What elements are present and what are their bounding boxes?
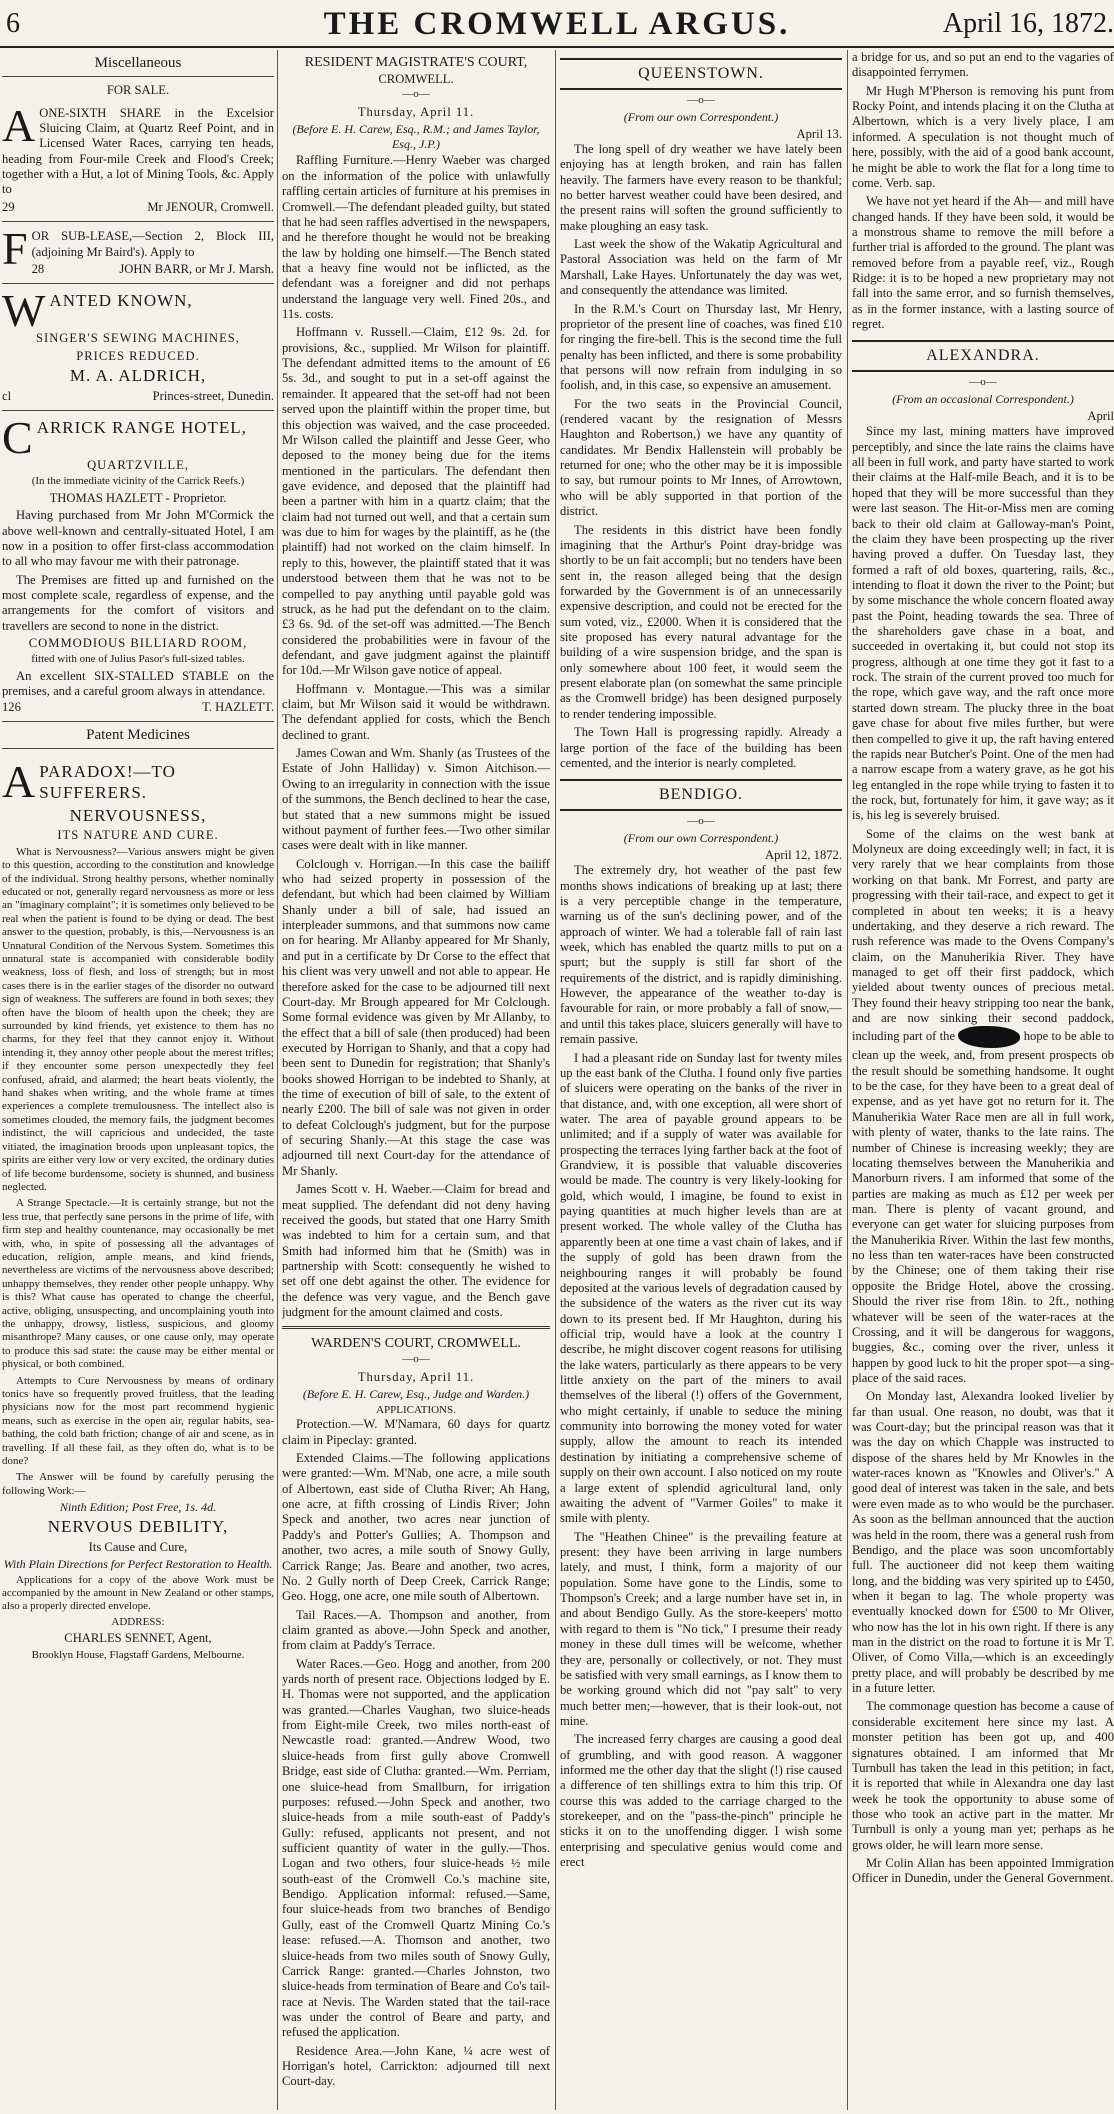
ad-line: fitted with one of Julius Pasor's full-sized tables.	[31, 653, 245, 666]
dash-divider: —o—	[402, 88, 430, 101]
ad-paragraph: Having purchased from Mr John M'Cormick the above well-known and centrally-situated Hotel, I am now in a position to offer first-class accommodation to all who may favour me with their patronage.	[2, 508, 274, 569]
ad-number: 126	[2, 699, 21, 714]
newspaper-title: THE CROMWELL ARGUS.	[323, 6, 791, 42]
article-paragraph: Mr Hugh M'Pherson is removing his punt from Rocky Point, and intends placing it on the Clutha at Albertown, which is a very lively place, I am informed. A speculation is not thought much of here, possibly, with the aid of a good bank account, he might be able to work the flat for a long time to come. Verb. sap.	[852, 83, 1114, 190]
ad-carrick-range-hotel	[2, 411, 274, 722]
article-paragraph: Hoffmann v. Russell.—Claim, £12 9s. 2d. for provisions, &c., supplied. Mr Wilson for plaintiff. The defendant admitted items to the amount of £6 5s. 3d., and sought to put in a set-off against the remainder. It appeared that the set-off had not been served upon the plaintiff within the proper time, but this objection was waived, and the case proceeded. Mr Wilson called the plaintiff and Jesse Geer, who deposed to the money being due for the items mentioned in the particulars. The defendant then gave evidence, and deposed that the plaintiff had been a partner with him in a quartz claim; that the claim had not turned out well, and that a certain sum was due to him for wages by the plaintiff, as he (the plaintiff) had not worked on the claim himself. In reply to this, however, the plaintiff stated that it was understood between them that he was not to be compelled to pay anything until payable gold was struck, as he had put the defendant on to the claim. £3 6s. 9d. of the set-off was admitted.—The Bench considered the probabilities were in favour of the defendant, and gave judgment against the plaintiff for 10d.—Mr Wilson gave notice of appeal.	[282, 325, 550, 678]
ad-title: PARADOX!—TO SUFFERERS.	[39, 762, 176, 802]
ad-address: Princes-street, Dunedin.	[152, 388, 274, 403]
column-rule	[277, 50, 278, 2110]
article-paragraph: The extremely dry, hot weather of the past few months shows indications of breaking up at last; there is a very perceptible change in the temperature, warning us of the sun's declining power, and of the approach of winter. We had a tolerable fall of rain last week, which has enabled the quartz mills to put on a spurt; but the supply is still far short of the requirements of the district, and is rapidly diminishing. However, the appearance of the weather to-day is favourable for rain, or more probably a fall of snow,—and until this takes place, sluicers generally will have to remain passive.	[560, 863, 842, 1047]
ad-text: ONE-SIXTH SHARE in the Excelsior Sluicing Claim, at Quartz Reef Point, and in Licensed Water Races, carrying ten heads, heading from Four-mile Creek and Flood's Creek; together with a Hut, a lot of Mining Tools, &c. Apply to	[2, 105, 274, 197]
text-run: the result should be something handsome. It ought to be the case, for they have been to a great deal of expense, and as yet have got no return for it. The Manuherikia Water Race men are all in full work, with plenty of water, thanks to the late rains. The number of Chinese is increasing weekly; they are locating themselves between the Manuherikia and Manorburn rivers. I am informed that some of the parties are making as much as £12 per week per man. There is plenty of vacant ground, and everyone can get water for sluicing purposes from the Manuherikia River. Within the last few months, no less than ten water-races have been constructed by the Chinese; one of them taking their rise opposite the Bridge Hotel, above the crossing. Should the river rise from 18in. to 2ft., nothing whatever will be seen of the water-races at the Crossing, and it will be dangerous for waggons, buggies, &c., coming over the river, unless it happen by good luck to hit the proper spot—a sing-place of the said races.	[852, 1063, 1114, 1385]
article-byline: (Before E. H. Carew, Esq., Judge and Warden.)	[302, 1387, 530, 1402]
article-paragraph: Colclough v. Horrigan.—In this case the bailiff who had seized property in possession of the defendant, but which had been claimed by William Shanly under a bill of sale, had issued an interpleader summons, and that summons now came on for hearing. Mr Allanby appeared for Mr Shanly, and put in a certificate by Dr Corse to the effect that his client was very unwell and not able to appear. He therefore asked for the case to be adjourned till next Court-day. Mr Brough appeared for Mr Colclough. Some formal evidence was given by Mr Allanby, to the effect that a bill of sale (then produced) had been executed by Horrigan to Shanly, and that a copy had been sent to Dunedin for registration; that Shanly's books showed Horrigan to be indebted to Shanly, at the time of execution of bill of sale, to the extent of nearly £200. The bill of sale was not given in order to defeat Colclough's judgment, but for the purpose of securing Shanly.—At this stage the case was adjourned till next Court-day for the attendance of Mr Shanly.	[282, 856, 550, 1178]
article-paragraph: Extended Claims.—The following applications were granted:—Wm. M'Nab, one acre, a mile south of Albertown, east side of Clutha River; Ah Hang, one acre, at fifth crossing of Lindis River; John Speck and another, two acres near junction of Paddy's and Potter's Gullies; A. Thompson and another, two acres, a mile south of Snowy Gully, Carrick Range; Jas. Beare and another, two acres, No. 2 Gully north of Deep Creek, Carrick Range; Geo. Hogg, one acre, one mile south of Albertown.	[282, 1451, 550, 1604]
ad-line: Its Cause and Cure,	[88, 1539, 188, 1554]
drop-cap: F	[2, 223, 28, 275]
article-paragraph: For the two seats in the Provincial Council, (rendered vacant by the resignation of Messrs Haughton and Robertson,) we have any quantity of candidates. Mr Bendix Hallenstein will probably be returned for one; who the other may be it is impossible to say, but rumour points to Mr Innes, of Arrowtown, who will be ably supported in that portion of the district.	[560, 396, 842, 519]
section-heading-patent-medicines: Patent Medicines	[2, 722, 274, 749]
subheading: APPLICATIONS.	[376, 1403, 456, 1416]
ad-line: SINGER'S SEWING MACHINES,	[36, 331, 240, 346]
article-paragraph: Protection.—W. M'Namara, 60 days for quartz claim in Pipeclay: granted.	[282, 1417, 550, 1447]
ad-sluicing-claim	[2, 99, 274, 223]
column-correspondence-continued	[852, 50, 1114, 2110]
ad-line: (In the immediate vicinity of the Carrick Reefs.)	[31, 475, 245, 488]
ad-sewing-machines	[2, 284, 274, 411]
ad-line: COMMODIOUS BILLIARD ROOM,	[28, 636, 248, 651]
article-paragraph: Mr Colin Allan has been appointed Immigration Officer in Dunedin, under the General Government.	[852, 1856, 1114, 1886]
ad-signature: T. HAZLETT.	[202, 699, 274, 714]
ad-number: 28	[31, 261, 45, 276]
article-date: April 13.	[796, 126, 842, 141]
article-paragraph: Raffling Furniture.—Henry Waeber was charged on the information of the police with unlawfully raffling certain articles of furniture at his premises in Cromwell.—The defendant pleaded guilty, but stated that he had seen raffles advertised in the newspapers, and he therefore thought he would not be breaking the law by holding one himself.—The Bench stated that a heavy fine would not be inflicted, as the defendant was a foreigner and did not perhaps understand the language very well. Fined 20s., and 11s. costs.	[282, 153, 550, 322]
article-paragraph: James Cowan and Wm. Shanly (as Trustees of the Estate of John Halliday) v. Simon Aitchison.—Owing to an irregularity in connection with the issue of the summons, the Bench declined to hear the case, but stated that a new summons might be issued without payment of further fees.—Two other similar cases were dealt with in like manner.	[282, 746, 550, 853]
ad-number: 29	[2, 199, 15, 214]
article-paragraph	[852, 827, 1114, 1387]
article-paragraph: Water Races.—Geo. Hogg and another, from 200 yards north of present race. Objections lodged by E. H. Thomas were not supported, and the application was granted.—Charles Vaughan, two sluice-heads from Eight-mile Creek, two miles north-east of Newcastle road: granted.—Andrew Wood, two sluice-heads from first gully above Cromwell Bridge, east side of Clutha: granted.—Wm. Perriam, one sluice-head from Smallburn, for irrigation purposes: refused.—John Speck and another, two sluice-heads from a mile south-east of Paddy's Gully: refused, applicants not present, and not sufficient quantity of water in the gully.—Thos. Logan and two others, four sluice-heads ½ mile south-east of the Cromwell Co.'s machine site, Bendigo. Application informal: refused.—Same, four sluice-heads from two branches of Bendigo Gully, east of the Cromwell Quartz Mining Co.'s lease: refused.—A. Thomson and another, two sluice-heads from two miles south of Snowy Gully, Carrick Range: granted.—Charles Johnston, two sluice-heads from termination of Beare and Co's tail-race at Nevis. The Warden stated that the tail-race was under the control of Beare and party, and refused the application.	[282, 1656, 550, 2040]
ad-text: OR SUB-LEASE,—Section 2, Block III, (adjoining Mr Baird's). Apply to	[31, 229, 274, 259]
article-paragraph: I had a pleasant ride on Sunday last for twenty miles up the east bank of the Clutha. I found only five parties of sluicers were operating on the banks of the river in that distance, and, with one exception, all were short of water. The area of payable ground appears to be unlimited; and if a supply of water was available for prospecting the terraces lying farther back at the foot of Grandview, it is possible that valuable discoveries would be made. The country is very likely-looking for gold, which would, I imagine, be found to exist in paying quantities at much higher levels than are at present worked. The whole valley of the Clutha has apparently been at one time a vast chain of lakes, and if the supply of gold has been drawn from the neighbouring ranges it will probably be found deposited at the various levels of degradation caused by the subsidence of the waters as the river cut its way down to its present bed. If Mr Haughton, during his official trip, would have a look at the country I describe, he might discover cogent reasons for utilising the lake waters, particularly as there appears to be very little anxiety on the part of the miners to avail themselves of the liberal (!) offers of the Government, who might certainly, if unable to seduce the mining community into borrowing the money voted for water supply, allow the amount to reach its intended destination by initiating a comprehensive scheme of supply on their own account. I also noticed on my route a large extent of splendid agricultural land, only awaiting the advent of "Varmer Goiles" to make it smile with plenty.	[560, 1050, 842, 1526]
ad-line: ADDRESS:	[111, 1615, 165, 1628]
masthead	[0, 0, 1114, 48]
article-byline: (From an occasional Correspondent.)	[892, 392, 1074, 407]
ad-paragraph: Applications for a copy of the above Work must be accompanied by the amount in New Zealand or other stamps, also a properly directed envelope.	[2, 1573, 274, 1613]
article-paragraph: The commonage question has become a cause of considerable excitement here since my last. A monster petition has been got up, and 400 signatures obtained. I am informed that Mr Turnbull has taken the lead in this petition; in fact, it is reported that while in Alexandra one day last week he took the opportunity to abuse some of those who took an active part in the matter. Mr Turnbull is only a young man yet; perhaps as he grows older, he will learn more sense.	[852, 1699, 1114, 1852]
text-run: Some of the claims on the west bank at Molyneux are doing exceedingly well; in fact, it is very rarely that we hear complaints from those working on that bank. Mr Forrest, and party are progressing with their tail-race, and expect to get it completed in about ten weeks; it is a heavy undertaking, and they deserve a rich reward. The rush reference was made to the Ovens Company's claim, on the Manuherikia River. They have managed to get off their first paddock, which yielded about twenty ounces of precious metal. They found their heavy stripping too near the bank, and are now sinking their second paddock, including part of the	[852, 826, 1114, 1044]
article-place: CROMWELL.	[378, 72, 454, 87]
issue-date: April 16, 1872.	[942, 8, 1114, 39]
ad-nervousness	[2, 755, 274, 1670]
dash-divider: —o—	[687, 93, 715, 106]
column-correspondence	[560, 50, 842, 2110]
ad-paragraph: The Premises are fitted up and furnished on the most complete scale, regardless of expense, and the arrangements for the comfort of visitors and travellers are second to none in the district.	[2, 572, 274, 633]
article-divider	[282, 1326, 550, 1329]
for-sale-heading: FOR SALE.	[106, 83, 170, 98]
article-heading: WARDEN'S COURT, CROMWELL.	[311, 1336, 521, 1352]
column-court-reports	[282, 50, 550, 2110]
article-heading: BENDIGO.	[560, 779, 842, 811]
article-heading: ALEXANDRA.	[852, 340, 1114, 372]
article-date: April	[1087, 409, 1114, 424]
ink-blot	[958, 1026, 1020, 1048]
article-date: Thursday, April 11.	[357, 104, 475, 119]
column-rule	[847, 50, 848, 2110]
drop-cap: C	[2, 412, 33, 464]
article-paragraph: The Town Hall is progressing rapidly. Already a large portion of the face of the building has been cemented, and the interior is nearly completed.	[560, 725, 842, 770]
section-heading-miscellaneous: Miscellaneous	[2, 50, 274, 77]
dash-divider: —o—	[687, 814, 715, 827]
text-run: hope to be able to clean up the	[852, 1029, 1114, 1063]
article-paragraph: The long spell of dry weather we have lately been enjoying has at length broken, and rain has fallen heavily. The farmers have every reason to be thankful; no better harvest weather could have been desired, and the present rains will soften the ground sufficiently to make ploughing an easy task.	[560, 141, 842, 233]
article-paragraph: James Scott v. H. Waeber.—Claim for bread and meat supplied. The defendant did not deny having received the goods, but stated that one Harry Smith was indebted to him for a certain sum, and that Smith had informed him that he (Smith) was in partnership with Scott: consequently he wished to set off one debt against the other. The evidence for the defence was very vague, and the Bench gave judgment for the amount claimed and costs.	[282, 1182, 550, 1320]
ad-paragraph: A Strange Spectacle.—It is certainly strange, but not the less true, that perfectly sane persons in the prime of life, with firm step and healthy countenance, may occasionally be met with, who, in spite of possessing all the advantages of education, religion, ample means, and kind friends, nevertheless are victims of the nervousness above described; unhappy themselves, they render other people unhappy. Why is this? What cause has operated to change the cheerful, active, obliging, unsuspecting, and uncomplaining youth into the unhappy, drowsy, listless, suspicious, and gloomy misanthrope? Many causes, or one cause only, may operate to produce this sad state: the cause may be either mental or physical, or both combined.	[2, 1197, 274, 1371]
drop-cap: A	[2, 756, 36, 808]
ad-signature: JOHN BARR, or Mr J. Marsh.	[119, 261, 274, 276]
drop-cap: W	[2, 285, 46, 337]
article-date: Thursday, April 11.	[357, 1369, 475, 1384]
article-paragraph: Since my last, mining matters have improved perceptibly, and since the late rains the claims have all been in full work, and party have started to work their claims at the Half-mile Beach, and it is to be hoped that they will be more successful than they were last season. The Hit-or-Miss men are coming back to their old claim at Galloway-man's Point, the claim they have been prospecting up the river having proved a duffer. On Tuesday last, they formed a raft of old boxes, quartering, rails, &c., intending to float it down the river to the Point; but by some mischance the whole concern floated away past the Point, heading towards the sea. Three of the shareholders gave chase in a boat, and succeeded in overtaking it, but could not stop its progress, although at one time they got it fast to a rock. The strain of the current proved too much for the rope, which gave way, and the raft once more started down stream. The plucky three in the boat gave chase for about five miles further, but were then compelled to give it up, the raft having entered the rapids near Butcher's Point. One of the men had a narrow escape from a watery grave, as he got his leg entangled in the rope while trying to fasten it to the rock, but, fortunately for him, it gave way; as it is, his leg is severely bruised.	[852, 424, 1114, 823]
article-paragraph: The residents in this district have been fondly imagining that the Arthur's Point dray-bridge was shortly to be un fait accompli; but no tenders have been sent in, the reason alleged being that the design forwarded by the Government is of an unnecessarily expensive description, and could not be erected for the sum voted, viz., £2000. When it is considered that the site proposed has every natural advantage for the building of a wire suspension bridge, and the span is only somewhere about 100 feet, it would seem the present elaborate plan (on somewhat the same principle as the Cromwell bridge) has been designed purposely to render tendering impossible.	[560, 522, 842, 721]
article-paragraph: On Monday last, Alexandra looked livelier by far than usual. One reason, no doubt, was that it was Court-day; but the principal reason was that it was the day on which Chapple was instructed to dispose of the shares held by Mr Knowles in the water-races known as "Knowles and Oliver's." A good deal of interest was taken in the sale, and bets were even made as to who would be the purchaser. As soon as the bellman announced that the auction was held in the room, there was a general rush from Bendigo, and the place was soon uncomfortably full. The auctioneer did not keep them waiting long, and the bidding was very spirited up to £450, when it began to lag. The whole property was eventually knocked down for £500 to Mr Oliver, who now has the lot in his own right. If there is any man in the district on the road to fortune it is Mr T. Oliver, of Como Villa,—which is an exceedingly pretty place, and will probably be described by me in a future letter.	[852, 1389, 1114, 1696]
ad-line: PRICES REDUCED.	[76, 348, 200, 363]
article-paragraph: a bridge for us, and so put an end to the vagaries of disappointed ferrymen.	[852, 50, 1114, 80]
ad-agent: CHARLES SENNET, Agent,	[64, 1631, 212, 1646]
ad-signature: Mr JENOUR, Cromwell.	[147, 199, 274, 214]
article-byline: (Before E. H. Carew, Esq., R.M.; and James Taylor, Esq., J.P.)	[292, 122, 540, 151]
article-date: April 12, 1872.	[765, 847, 842, 862]
ad-line: QUARTZVILLE,	[87, 458, 189, 473]
ad-line: NERVOUSNESS,	[69, 805, 207, 825]
ad-proprietor: THOMAS HAZLETT - Proprietor.	[49, 490, 227, 505]
text-run: week, and, from present prospects ob	[919, 1048, 1114, 1063]
article-paragraph: Residence Area.—John Kane, ¼ acre west of Horrigan's hotel, Carrickton: adjourned till next Court-day.	[282, 2043, 550, 2089]
ad-line: NERVOUS DEBILITY,	[47, 1516, 229, 1536]
column-rule	[555, 50, 556, 2110]
ad-paragraph: What is Nervousness?—Various answers might be given to this question, according to the constitution and knowledge of the individual. Strong healthy persons, whether nominally educated or not, generally regard nervousness as more or less an "imaginary complaint"; it is sometimes only believed to be real when the patient is found to be dying or dead. The best answer to the question, probably, is this,—Nervousness is an Unnatural Condition of the Nervous System. Sometimes this unnatural state is accompanied with considerable bodily weakness, loss of flesh, and loss of strength; but in most cases there is in the earlier stages of the disorder no outward sign of weakness. The sufferers are found in both sexes; they often have the bloom of health upon the cheek; they are surrounded by kind friends, yet existence to them has no charms, for they feel that they cannot enjoy it. Without intending it, they annoy other people about the merest trifles; if they encounter some person unexpectedly they feel confused, afraid, and alarmed; the heart beats violently, the hand shakes when writing, and the whole frame at times experiences a complete tremulousness. The intellect also is sometimes clouded, the memory fails, the judgment becomes indistinct, the will capricious and undecided, the taste vitiated, the imagination broods upon unpleasant topics, the spirits are either very low or very excited, the ordinary duties of life become burdensome, society is shunned, and business neglected.	[2, 845, 274, 1193]
ad-paragraph: Attempts to Cure Nervousness by means of ordinary tonics have so frequently proved fruitless, that the leading physicians now for the most part recommend hygienic means, such as exercise in the open air, regular habits, sea-bathing, the cold bath friction; change of air and scene, as in travelling. If all these fail, as they often do, what is to be done?	[2, 1374, 274, 1468]
article-paragraph: Last week the show of the Wakatip Agricultural and Pastoral Association was held on the farm of Mr Marshall, Lake Hayes. Unfortunately the day was wet, and consequently the attendance was limited.	[560, 237, 842, 298]
article-paragraph: We have not yet heard if the Ah— and mill have changed hands. If they have been sold, it would be a monstrous shame to remove the mill before a further trial is afforded to the ground. The plant was removed before from a payable reef, viz., Rough Ridge: it is to be hoped a new proprietary may not fall into the same error, and so furnish themselves, as in the former instance, with a lasting source of regret.	[852, 194, 1114, 332]
ad-paragraph: An excellent SIX-STALLED STABLE on the premises, and a careful groom always in attendance.	[2, 668, 274, 699]
ad-line: ITS NATURE AND CURE.	[57, 828, 219, 843]
ad-code: cl	[2, 388, 12, 403]
ad-line: With Plain Directions for Perfect Restoration to Health.	[3, 1556, 273, 1571]
article-heading: RESIDENT MAGISTRATE'S COURT,	[304, 55, 528, 70]
drop-cap: A	[2, 99, 36, 151]
ad-title: ARRICK RANGE HOTEL,	[36, 418, 247, 438]
column-advertisements	[2, 50, 274, 2110]
ad-sub-lease	[2, 222, 274, 284]
ad-agent-address: Brooklyn House, Flagstaff Gardens, Melbourne.	[31, 1648, 245, 1661]
dash-divider: —o—	[402, 1353, 430, 1366]
article-paragraph: Hoffmann v. Montague.—This was a similar claim, but Mr Wilson said it would be withdrawn. The defendant applied for costs, which the Bench declined to grant.	[282, 681, 550, 742]
ad-paragraph: The Answer will be found by carefully perusing the following Work:—	[2, 1471, 274, 1497]
article-byline: (From our own Correspondent.)	[623, 831, 779, 846]
article-paragraph: Tail Races.—A. Thompson and another, from claim granted as above.—John Speck and another, from claim at Paddy's Terrace.	[282, 1607, 550, 1653]
ad-line: Ninth Edition; Post Free, 1s. 4d.	[59, 1500, 217, 1515]
article-paragraph: The increased ferry charges are causing a good deal of grumbling, and with good reason. A waggoner informed me the other day that the slight (!) rise caused a difference of ten shillings extra to him this trip. Of course this was added to the carriage charged to the storekeeper, and on the "pass-the-pinch" principle he sticks it on to the unoffending digger. I wish some enterprising and speculative genius would come and erect	[560, 1732, 842, 1870]
article-byline: (From our own Correspondent.)	[623, 109, 779, 124]
page-number: 6	[6, 8, 20, 39]
ad-name: M. A. ALDRICH,	[69, 365, 207, 385]
dash-divider: —o—	[969, 375, 997, 388]
article-heading: QUEENSTOWN.	[560, 58, 842, 90]
ad-title: ANTED KNOWN,	[49, 291, 193, 311]
article-paragraph: The "Heathen Chinee" is the prevailing feature at present: they have been arriving in large numbers lately, and must, I think, form a majority of our population. Some have gone to the Lindis, some to Thompson's Creek; and a large number have set in, in and about Bendigo Gully. As the store-keepers' motto with regard to them is "No tick," I presume their ready money in these dull times will be welcome, whether they are, personally or collectively, or not. They must be satisfied with very small earnings, as I know them to be working ground which did not "pay salt" to very much better men;—however, that is their look-out, not mine.	[560, 1529, 842, 1728]
article-paragraph: In the R.M.'s Court on Thursday last, Mr Henry, proprietor of the present line of coaches, was fined £10 for ringing the fire-bell. This is the second time the full penalty has been inflicted, and there is some probability that persons will now refrain from indulging in so foolish, and, in this case, so expensive an amusement.	[560, 301, 842, 393]
